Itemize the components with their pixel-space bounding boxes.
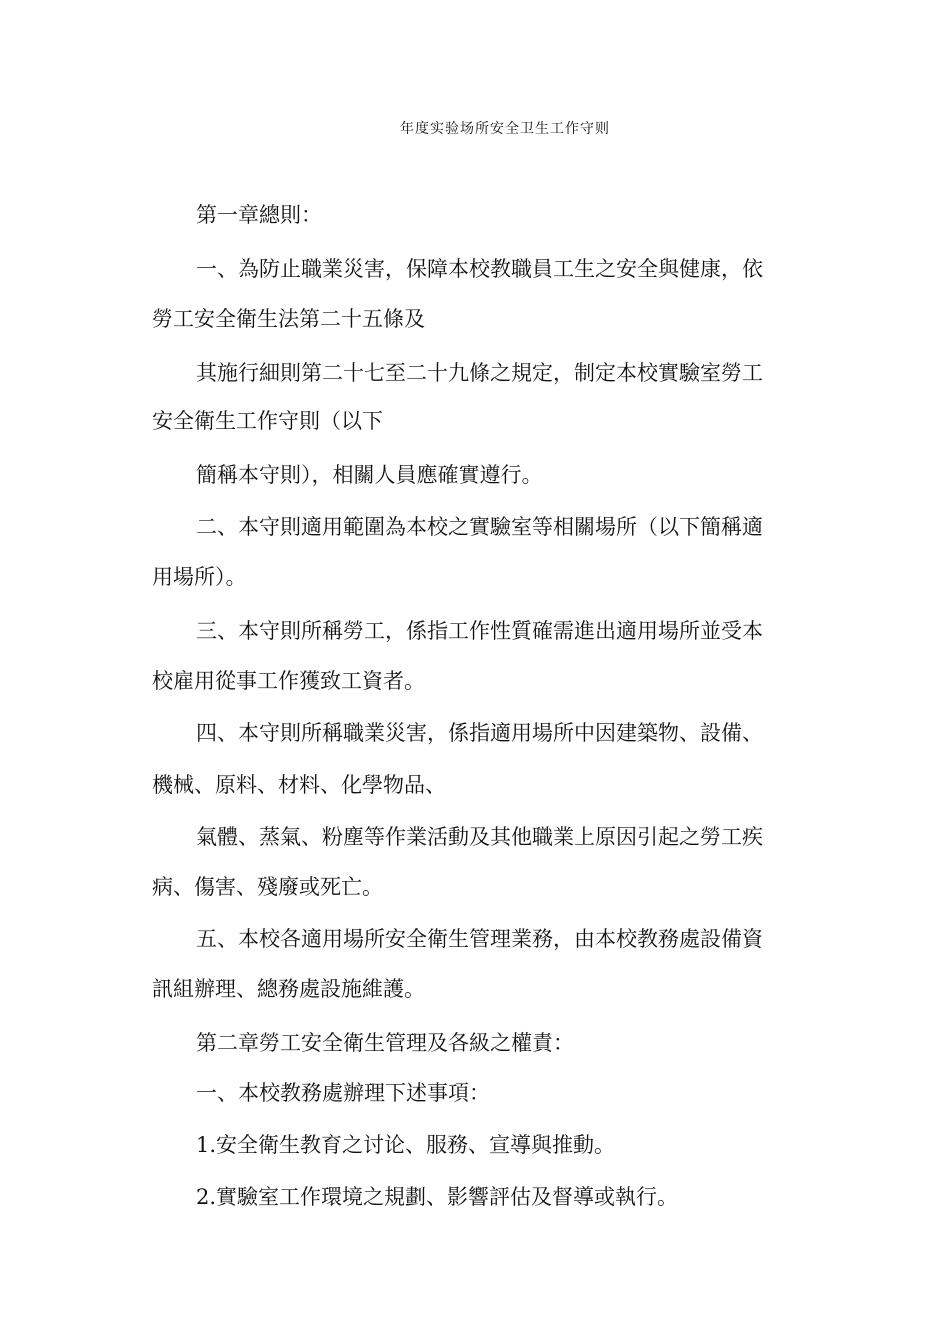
paragraph-line: 一、為防止職業災害，保障本校教職員工生之安全與健康，依 — [196, 257, 763, 281]
paragraph-line: 氣體、蒸氣、粉塵等作業活動及其他職業上原因引起之勞工疾 — [196, 825, 763, 849]
paragraph-line: 校雇用從事工作獲致工資者。 — [152, 669, 425, 693]
paragraph-line: 五、本校各適用場所安全衛生管理業務，由本校教務處設備資 — [196, 927, 763, 951]
paragraph-line: 機械、原料、材料、化學物品、 — [152, 773, 446, 797]
paragraph-line: 一、本校教務處辦理下述事項： — [196, 1081, 490, 1105]
paragraph-line: 病、傷害、殘廢或死亡。 — [152, 875, 383, 899]
paragraph-line: 用場所）。 — [152, 565, 247, 589]
paragraph-line: 安全衛生工作守則（以下 — [152, 409, 383, 433]
paragraph-line: 四、本守則所稱職業災害，係指適用場所中因建築物、設備、 — [196, 721, 763, 745]
chapter-1-heading: 第一章總則： — [196, 203, 322, 227]
chapter-2-heading: 第二章勞工安全衛生管理及各級之權責： — [196, 1031, 574, 1055]
document-title: 年度实验场所安全卫生工作守则 — [400, 121, 610, 137]
paragraph-line: 三、本守則所稱勞工，係指工作性質確需進出適用場所並受本 — [196, 619, 763, 643]
list-item: 1.安全衛生教育之讨论、服務、宣導與推動。 — [196, 1133, 616, 1157]
list-item: 2.實驗室工作環境之規劃、影響評估及督導或執行。 — [196, 1185, 679, 1209]
paragraph-line: 簡稱本守則），相關人員應確實遵行。 — [196, 463, 543, 487]
paragraph-line: 勞工安全衛生法第二十五條及 — [152, 307, 425, 331]
paragraph-line: 二、本守則適用範圍為本校之實驗室等相關場所（以下簡稱適 — [196, 515, 763, 539]
paragraph-line: 其施行細則第二十七至二十九條之規定，制定本校實驗室勞工 — [196, 361, 763, 385]
paragraph-line: 訊組辦理、總務處設施維護。 — [152, 977, 425, 1001]
